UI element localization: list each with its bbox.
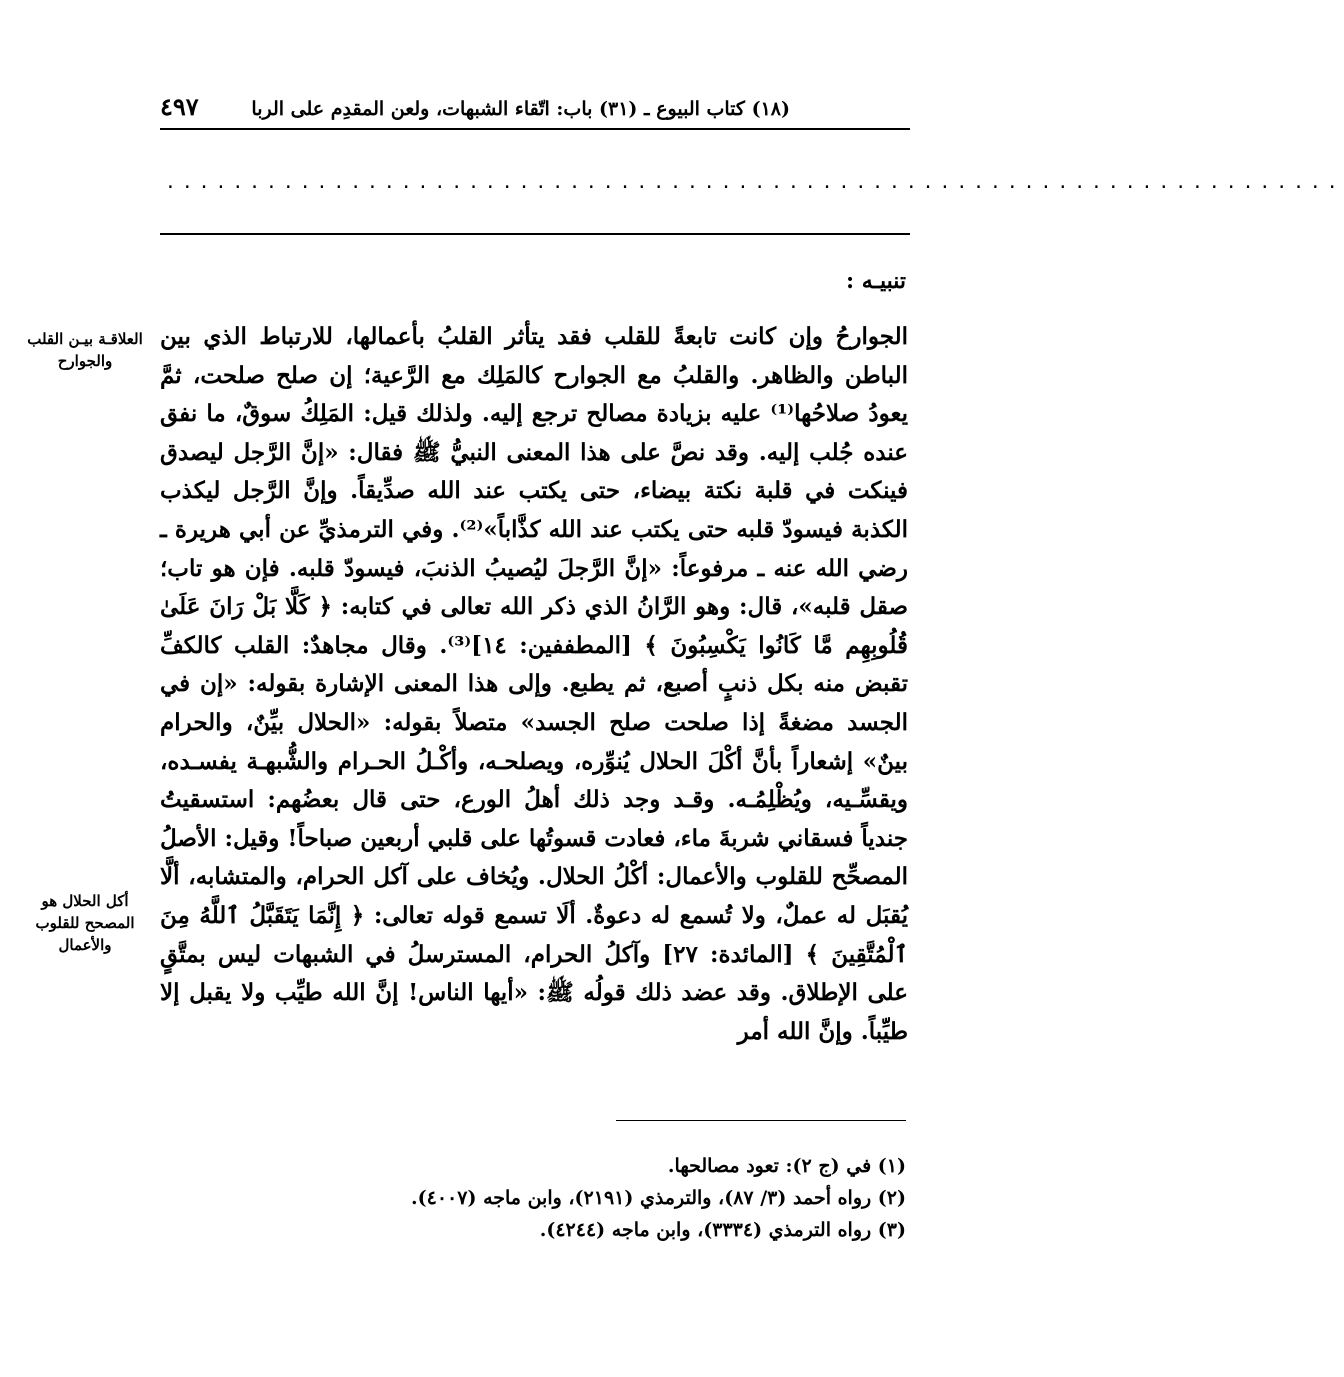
footnotes bbox=[166, 1150, 906, 1246]
margin-note-halal: أكل الحلال هو المصحح للقلوب والأعمال bbox=[35, 892, 135, 954]
running-header bbox=[160, 90, 910, 130]
footnote-1: (١) في (ج ٢): تعود مصالحها. bbox=[667, 1155, 906, 1177]
dotted-separator: ...................................................................... bbox=[165, 172, 1344, 193]
section-rule bbox=[160, 233, 910, 235]
footnote-3: (٣) رواه الترمذي (٣٣٣٤)، وابن ماجه (٤٢٤٤). bbox=[539, 1219, 906, 1241]
header-rule bbox=[160, 128, 910, 130]
footnote-2: (٢) رواه أحمد (٣/ ٨٧)، والترمذي (٢١٩١)، وابن ماجه (٤٠٠٧). bbox=[411, 1187, 906, 1209]
paragraph: الجوارحُ وإن كانت تابعةً للقلب فقد يتأثر القلبُ بأعمالها، للارتباط الذي بين الباطن والظاهر. والقلبُ مع الجوارح كالمَلِك مع الرَّعية؛ إن صلح صلحت، ثمَّ يعودُ صلاحُها⁽¹⁾ عليه بزيادة مصالح ترجع إليه. ولذلك قيل: المَلِكُ سوقٌ، ما نفق عنده جُلب إليه. وقد نصَّ على هذا المعنى النبيُّ ﷺ فقال: «إنَّ الرَّجل ليصدق فينكت في قلبة نكتة بيضاء، حتى يكتب عند الله صدِّيقاً. وإنَّ الرَّجل ليكذب الكذبة فيسودّ قلبه حتى يكتب عند الله كذَّاباً»⁽²⁾. وفي الترمذيِّ عن أبي هريرة ـ رضي الله عنه ـ مرفوعاً: «إنَّ الرَّجلَ ليُصيبُ الذنبَ، فيسودّ قلبه. فإن هو تاب؛ صقل قلبه»، قال: وهو الرَّانُ الذي ذكر الله تعالى في كتابه: ﴿ كَلَّا بَلْ رَانَ عَلَىٰ قُلُوبِهِم مَّا كَانُوا يَكْسِبُونَ ﴾ [المطففين: ١٤]⁽³⁾. وقال مجاهدٌ: القلب كالكفِّ تقبض منه بكل ذنبٍ أصبع، ثم يطبع. وإلى هذا المعنى الإشارة بقوله: «إن في الجسد مضغةً إذا صلحت صلح الجسد» متصلاً بقوله: «الحلال بيِّنٌ، والحرام بينٌ» إشعاراً بأنَّ أكْلَ الحلال يُنوِّره، ويصلحـه، وأكْـلُ الحـرام والشُّبهـة يفسـده، ويقسِّـيه، ويُظْلِمُـه. وقـد وجد ذلك أهلُ الورع، حتى قال بعضُهم: استسقيتُ جندياً فسقاني شربةَ ماء، فعادت قسوتُها على قلبي أربعين صباحاً! وقيل: الأصلُ المصحِّح للقلوب والأعمال: أكْلُ الحلال. ويُخاف على آكل الحرام، والمتشابه، ألَّا يُقبَل له عملٌ، ولا تُسمع له دعوةٌ. ألَا تسمع قوله تعالى: ﴿ إِنَّمَا يَتَقَبَّلُ ٱللَّهُ مِنَ ٱلْمُتَّقِينَ ﴾ [المائدة: ٢٧] وآكلُ الحرام، المسترسلُ في الشبهات ليس بمتَّقٍ على الإطلاق. وقد عضد ذلك قولُه ﷺ: «أيها الناس! إنَّ الله طيِّب ولا يقبل إلا طيِّباً. وإنَّ الله أمر bbox=[160, 323, 909, 1045]
footnote-rule bbox=[616, 1120, 906, 1121]
main-text bbox=[160, 318, 908, 1051]
page-number: ٤٩٧ bbox=[160, 92, 199, 121]
margin-note-heart-limbs: العلاقـة بيـن القلب والجوارح bbox=[27, 330, 143, 370]
header-title: (١٨) كتاب البيوع ـ (٣١) باب: اتّقاء الشبهات، ولعن المقدِم على الربا bbox=[251, 98, 790, 120]
section-title: تنبيـه : bbox=[845, 268, 906, 294]
